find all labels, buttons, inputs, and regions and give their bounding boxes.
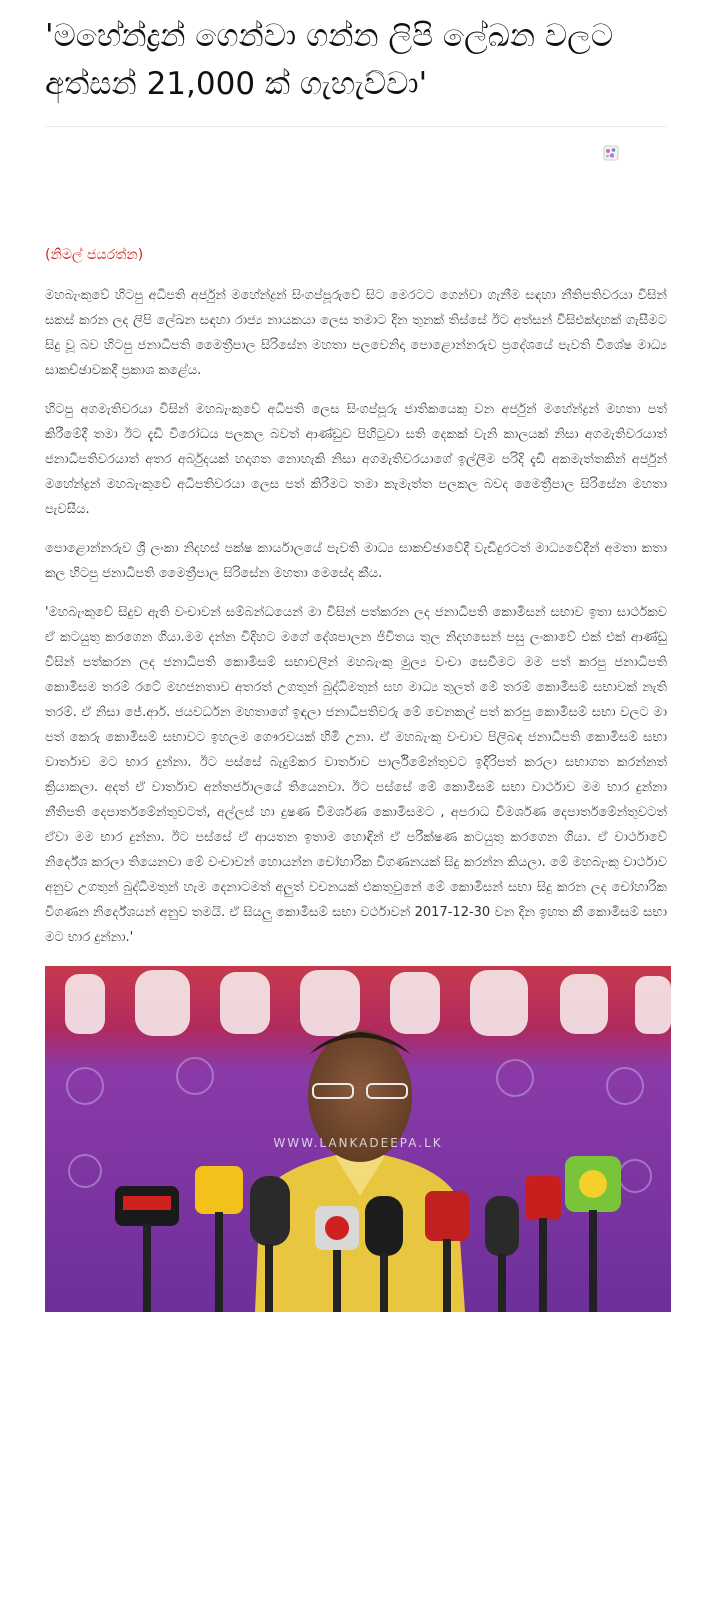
share-row — [45, 127, 667, 245]
paragraph-2: හිටපු අගමැතිවරයා විසින් මහබැංකුවේ අධිපති ලෙස සිංගප්පූරු ජාතිකයෙකු වන අර්ජුන් මහේන්ද්‍රන් මහතා පත් කිරීමේදී තමා ඊට දැඩි විරෝධය පලකල බවත් ආණ්ඩුව පිහිටුවා සති දෙකක් වැනි කාලයක් නිසා අගමැතිවරයාත් ජනාධිපතිවරයාත් අතර අර්බුදයක් හදාගත නොහැකි නිසා අගමැතිවරයාගේ ඉල්ලීම පරිදි දැඩි අකමැත්තකින් අර්ජුන් මහේන්ද්‍රන් මහබැංකුවේ අධිපතිවරයා ලෙස පත් කිරීමට තමා කැමැත්ත පලකල බවද මෛත්‍රීපාල සිරිසේන මහතා පැවසීය. — [45, 402, 667, 517]
paragraph-1: මහබැංකුවේ හිටපු අධිපති අර්ජුන් මහේන්ද්‍රන් සිංගප්පූරුවේ සිට මෙරටට ගෙන්වා ගැනීම සඳහා නීතිපතිවරයා විසින් සකස් කරන ලද ලිපි ලේඛන සඳහා රාජ්‍ය නායකයා ලෙස තමාට දින තුනක් තිස්සේ ඊට අත්සන් විසිඑක්දාහක් ගැසීමට සිදු වූ බව හිටපු ජනාධිපති මෛත්‍රීපාල සිරිසේන මහතා පලවෙනිදා පොළොන්නරුව ප්‍රදේශයේ පැවති විශේෂ මාධ්‍ය සාකච්ඡාවකදී ප්‍රකාශ කළේය. — [45, 288, 667, 378]
press-conference-photo — [45, 966, 671, 1312]
paragraph-3: පොළොන්නරුව ශ්‍රී ලංකා නිදහස් පක්ෂ කාර්යාලයේ පැවති මාධ්‍ය සාකච්ඡාවේදී වැඩිදුරටත් මාධ්‍යවේදීන් අමතා කතා කල හිටපු ජනාධිපති මෛත්‍රීපාල සිරිසේන මහතා මෙසේද කීය. — [45, 541, 667, 581]
byline: (නිමල් ජයරත්න) — [45, 247, 144, 263]
article — [45, 12, 667, 1312]
photo-watermark: WWW.LANKADEEPA.LK — [273, 1136, 443, 1150]
share-icon[interactable] — [603, 145, 619, 161]
headline: 'මහේන්ද්‍රන් ගෙන්වා ගන්න ලිපි ලේඛන වලට අත්සන් 21,000 ක් ගැහැව්වා' — [45, 18, 614, 102]
quote-paragraph: 'මහබැංකුවේ සිදුව ඇති වංචාවන් සම්බන්ධයෙන් මා විසින් පත්කරන ලද ජනාධිපති කොමිසන් සභාව ඉතා සාර්ථකව ඒ කටයුතු කරගෙන ගියා.මම දන්න විදිහට මගේ දේශපාලන ජිවිතය තුල නිදහසෙන් පසු ලංකාවේ එක් එක් ආණ්ඩු විසින් පත්කරන ලද ජනාධිපති කොමිසම් සභාවලින් මහබැංකු මුල්‍ය වංචා සෙවීමට මම පත් කරපු ජනාධිපති කොමිසම තරම් රටේ මහජනතාව අතරත් උගතුන් බුද්ධිමතුන් සහ මාධ්‍ය තුලත් මේ තරම් කොමිසම් සභාවක් නැති තරම්. ඒ නිසා ජේ.ආර්. ජයවර්ධන මහතාගේ ඉඳලා ජනාධිපතිවරු මේ වෙනකල් පත් කරපු කොමිසම් සභා වලට මා පත් කෙරු කොමිසම් සභාවට ඉහලම ගෞරවයක් හිමි උනා. ඒ මහබැංකු වංචාව පිලිබඳ ජනාධිපති කොමිසම් සභා වාර්තාව මට භාර දුන්නා. ඊට පස්සේ බැදුම්කර වාර්තාව පාර්ලිමේන්තුවට ඉදිරිපත් කරලා සභාගත කරන්නත් ක්‍රියාකලා. අදත් ඒ වාර්තාව අන්තර්ජාලයේ තියෙනවා. ඊට පස්සේ මේ කොමිසම් සභා වාර්ථාව මම භාර දුන්නා නීතිපති දෙපාර්තමේන්තුවටත්, අල්ලස් හා දුෂණ විමර්ශණ කොමිසමට , අපරාධ විමර්ශණ දෙපාර්තමේන්තුවටත් ඒවා මම භාර දුන්නා. ඊට පස්සේ ඒ ආයතන ඉතාම හොඳින් ඒ පරීක්ෂණ කටයුතු කරගෙන ගියා. ඒ වාර්ථාවේ නිර්දේශ කරලා තියෙනවා මේ වංචාවන් හොයන්න චෝහාරික විගණනයක් සිදු කරන්න කියලා. මේ මහබැංකු වාර්ථාව අනුව උගතුන් බුද්ධිමතුන් හැම දෙනාටමත් අලුත් වචනයක් එකතුවුනේ මේ කොමිසන් සභා සිදු කරන ලද චෝහාරික විගණන නිර්දේශයන් අනුව තමයි. ඒ සියලු කොමිසම් සභා වර්ථාවන් 2017-12-30 වන දින ඉහත කී කොමිසම් සභා මට භාර දුන්නා.' — [45, 605, 667, 945]
